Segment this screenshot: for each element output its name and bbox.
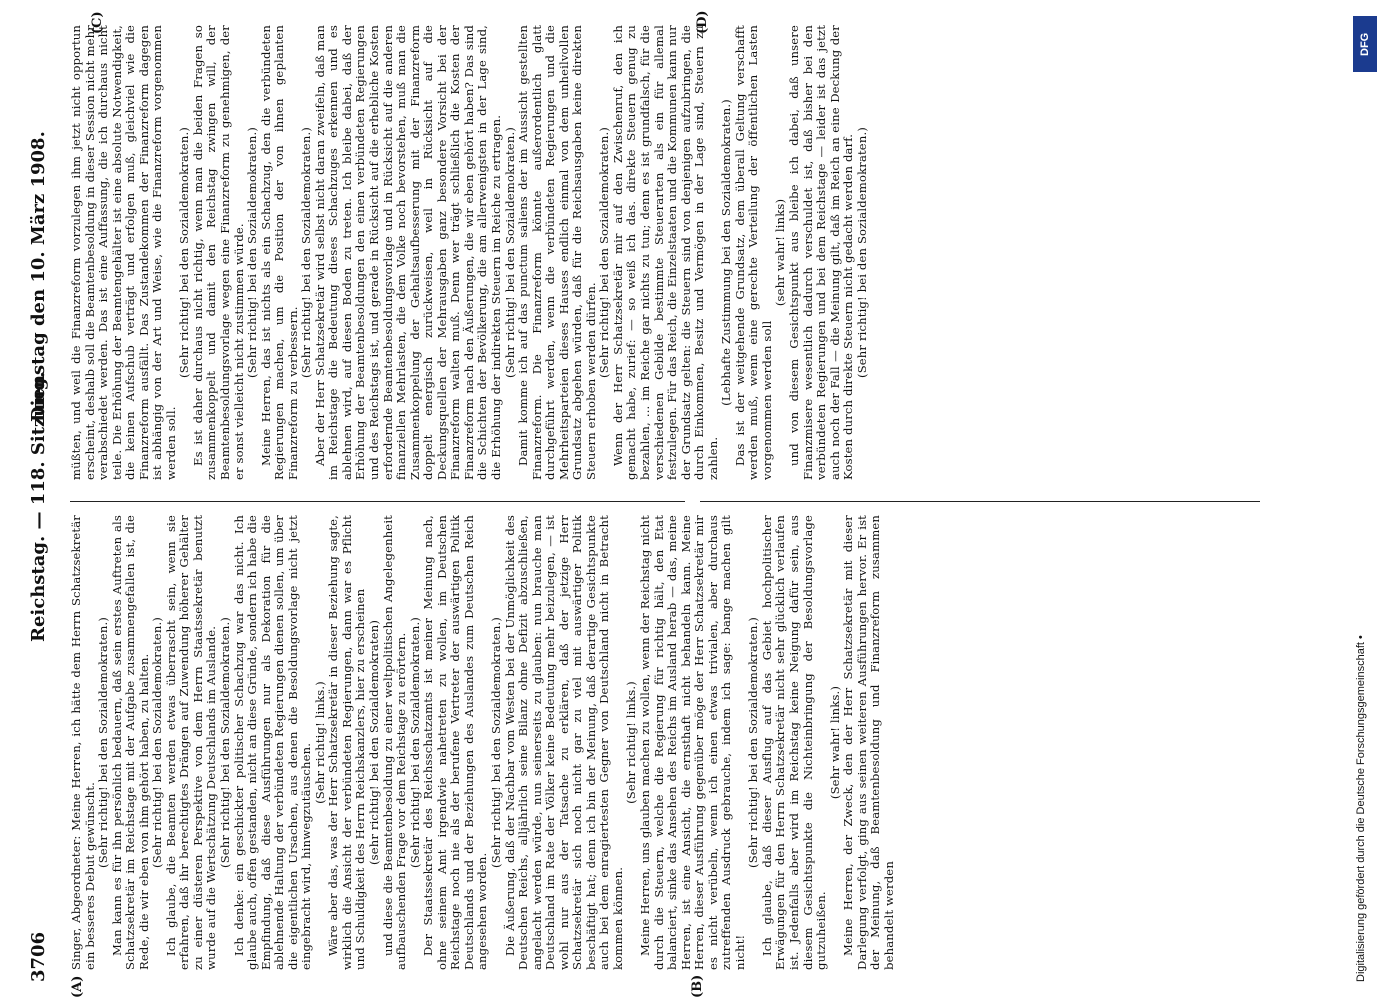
paragraph: Ich glaube, die Beamten werden etwas überrascht sein, wenn sie erfahren, daß ihr berechtigtes Drängen auf Zuwendung höherer Gehälter zu einer düsteren Perspektive von dem Herrn Staatssekretär benutzt wurde auf die Wertschätzung Deutschlands im Auslande. <box>163 515 219 970</box>
dfg-logo: DFG <box>1353 16 1377 72</box>
interjection: (sehr richtig! bei den Sozialdemokraten) <box>367 619 382 866</box>
paragraph: Man kann es für ihn persönlich bedauern, daß sein erstes Auftreten als Schatzsekretär im Reichstage mit der Aufgabe zusammengefallen ist, die Rede, die wir eben von ihm gehört haben, zu halten. <box>109 515 151 970</box>
interjection: (Sehr richtig! bei den Sozialdemokraten.) <box>488 617 503 868</box>
column-rule-bottom <box>700 501 1260 502</box>
margin-marker-a: (A) <box>70 975 85 998</box>
interjection: (Sehr richtig! links.) <box>624 681 639 804</box>
paragraph: Ich denke: ein geschickter politischer Schachzug war das nicht. Ich glaube auch, offen gestanden, nicht an diese Gründe, sondern ich habe die Empfindung, daß diese Ausführungen nur als Dekoration für die ablehnende Haltung der verbündeten Regierungen dienen sollen, um über die eigentlichen Ursachen, aus denen die Besoldungsvorlage nicht jetzt eingebracht wird, hinwegzutäuschen. <box>231 515 314 970</box>
column-rule-top <box>70 501 685 502</box>
paragraph: Wenn der Herr Schatzsekretär mir auf den Zwischenruf, den ich gemacht habe, zurief: — so weiß ich das. direkte Steuern genug zu bezahlen, ... im Reiche gar nichts zu tun; denn es ist grundfalsch, für die verschiedenen Gebilde bestimmte Steuerarten als ein für allemal festzulegen. Für das Reich, die Einzelstaaten und die Kommunen kann nur der Grundsatz gelten: die Steuern sind von denjenigen aufzubringen, die durch Einkommen, Besitz und Vermögen in der Lage sind, Steuern zu zahlen. <box>610 25 720 480</box>
paragraph: Meine Herren, das ist nichts als ein Schachzug, den die verbündeten Regierungen machen, um die Position der von ihnen geplanten Finanzreform zu verbessern. <box>258 25 300 480</box>
paragraph: und von diesem Gesichtspunkt aus bleibe ich dabei, daß unsere Finanzmisere wesentlich dadurch verschuldet ist, daß bisher bei den verbündeten Regierungen und bei dem Reichstage — leider ist das jetzt auch noch der Fall — die Meinung gilt, daß im Reich an eine Deckung der Kosten durch direkte Steuern nicht gedacht werden darf. <box>786 25 856 480</box>
interjection: (Sehr richtig! bei den Sozialdemokraten.) <box>746 617 761 868</box>
paragraph: Der Staatssekretär des Reichsschatzamts ist meiner Meinung nach, ohne seinem Amt irgendwie nahetreten zu wollen, im Deutschen Reichstage noch nie als der berufene Vertreter der auswärtigen Politik Deutschlands und der Beziehungen des Auslandes zum Deutschen Reich angesehen worden. <box>421 515 490 970</box>
paragraph: und diese die Beamtenbesoldung zu einer weltpolitischen Angelegenheit aufbauschenden Frage vor dem Reichstage zu erörtern. <box>380 515 409 970</box>
interjection: (Sehr richtig! bei den Sozialdemokraten.) <box>218 617 233 868</box>
paragraph: Singer, Abgeordneter: Meine Herren, ich hätte dem Herrn Schatzsekretär ein besseres Debut gewünscht. <box>69 515 97 970</box>
margin-marker-d: (D) <box>695 10 710 34</box>
paragraph: Wäre aber das, was der Herr Schatzsekretär in dieser Beziehung sagte, wirklich die Ansicht der verbündeten Regierungen, dann war es Pflicht und Schuldigkeit des Herrn Reichskanzlers, hier zu erscheinen <box>326 515 368 970</box>
left-column <box>70 515 1270 970</box>
page-number: 3706 <box>28 931 49 982</box>
right-column <box>70 25 1270 480</box>
interjection: (sehr wahr! links) <box>773 198 788 307</box>
paragraph: Aber der Herr Schatzsekretär wird selbst nicht daran zweifeln, daß man im Reichstage die Bedeutung dieses Schachzuges erkennen und es ablehnen wird, auf diesen Boden zu treten. Ich bleibe dabei, daß der Erhöhung der Beamtenbesoldungen den einen verbündeten Regierungen und des Reichstags ist, und gerade in Rücksicht auf die erhebliche Kosten erfordernde Beamtenbesoldungsvorlage und in Rücksicht auf die anderen finanziellen Mehrlasten, die dem Volke noch bevorstehen, muß man die Zusammenkoppelung der Gehaltsaufbesserung mit der Finanzreform doppelt energisch zurückweisen, weil in Rücksicht auf die Deckungsquellen der Mehrausgaben ganz besondere Vorsicht bei der Finanzreform walten muß. Denn wer trägt schließlich die Kosten der Finanzreform nach den Äußerungen, die wir eben gehört haben? Das sind die Schichten der Bevölkerung, die am allerwenigsten in der Lage sind, die Erhöhung der indirekten Steuern im Reiche zu ertragen. <box>312 25 503 480</box>
interjection: (Sehr richtig! bei den Sozialdemokraten.) <box>245 127 260 378</box>
header-right-title: Dienstag den 10. März 1908. <box>28 131 49 422</box>
interjection: (Sehr richtig! bei den Sozialdemokraten.) <box>177 127 192 378</box>
digitization-sidebar <box>1353 10 1377 990</box>
margin-marker-b: (B) <box>690 974 705 998</box>
paragraph: Das ist der weitgehende Grundsatz, dem überall Geltung verschafft werden muß, wenn eine gerechte Verteilung der öffentlichen Lasten vorgenommen werden soll <box>732 25 774 480</box>
paragraph: Es ist daher durchaus nicht richtig, wenn man die beiden Fragen so zusammenkoppelt und damit den Reichstag zwingen will, der Beamtenbesoldungsvorlage wegen eine Finanzreform zu genehmigen, der er sonst vielleicht nicht zustimmen würde. <box>190 25 246 480</box>
interjection: (Sehr richtig! bei den Sozialdemokraten.) <box>854 127 869 378</box>
interjection: (Sehr richtig! bei den Sozialdemokraten.) <box>502 127 517 378</box>
interjection: (Sehr richtig! bei den Sozialdemokraten.) <box>96 617 111 868</box>
interjection: (Sehr richtig! bei den Sozialdemokraten.) <box>299 127 314 378</box>
margin-marker-c: (C) <box>90 11 105 34</box>
paragraph: müßten, und weil die Finanzreform vorzulegen ihm jetzt nicht opportun erscheint, deshalb soll die Beamtenbesoldung in dieser Session nicht mehr verabschiedet werden. Das ist eine Auffassung, die ich durchaus nicht teile. Die Erhöhung der Beamtengehälter ist eine absolute Notwendigkeit, die keinen Aufschub verträgt und erfolgen muß, gleichviel wie die Finanzreform ausfällt. Das Zustandekommen der Finanzreform dagegen ist abhängig von der Art und Weise, wie die Finanzreform vorgenommen werden soll. <box>69 25 178 480</box>
paragraph: Ich glaube, daß dieser Ausflug auf das Gebiet hochpolitischer Erwägungen für den Herrn Schatzsekretär nicht sehr glücklich verlaufen ist. Jedenfalls aber wird im Reichstag keine Neigung dafür sein, aus diesem Gesichtspunkte die Nichteinbringung der Besoldungsvorlage gutzuheißen. <box>759 515 829 970</box>
header-left-title: Reichstag. — 118. Sitzung. <box>28 371 49 642</box>
paragraph: Damit komme ich auf das punctum saliens der im Aussicht gestellten Finanzreform. Die Finanzreform könnte außerordentlich glatt durchgeführt werden, wenn die verbündeten Regierungen und die Mehrheitsparteien dieses Hauses endlich einmal von dem unheilvollen Grundsatz abgehen würden, daß für die Reichsausgaben keine direkten Steuern erhoben werden dürfen. <box>516 25 598 480</box>
interjection: (Sehr richtig! bei den Sozialdemokraten.) <box>150 617 165 868</box>
interjection: (Lebhafte Zustimmung bei den Sozialdemokraten.) <box>719 99 734 406</box>
paragraph: Die Äußerung, daß der Nachbar vom Westen bei der Unmöglichkeit des Deutschen Reichs, alljährlich seine Bilanz ohne Defizit abzuschließen, angelacht werden würde, nun seinerseits zu glauben: nun brauche man Deutschland im Rate der Völker keine Bedeutung mehr beizulegen, — ist wohl nur aus der Tatsache zu erklären, daß der jetzige Herr Schatzsekretär sich noch nicht gar zu viel mit auswärtiger Politik beschäftigt hat; denn ich bin der Meinung, daß derartige Gesichtspunkte auch bei dem enragiertesten Gegner von Deutschland nicht in Betracht kommen können. <box>502 515 625 970</box>
page-header <box>22 18 58 982</box>
interjection: (Sehr richtig! links.) <box>312 681 327 804</box>
interjection: (Sehr wahr! links.) <box>827 685 842 800</box>
interjection: (Sehr richtig! bei den Sozialdemokraten.) <box>407 617 422 868</box>
interjection: (Sehr richtig! bei den Sozialdemokraten.) <box>597 127 612 378</box>
digitization-credit: Digitalisierung gefördert durch die Deutsche Forschungsgemeinschaft • <box>1355 635 1367 982</box>
paragraph: Meine Herren, uns glauben machen zu wollen, wenn der Reichstag nicht durch die Steuern, welche die Regierung für richtig hält, den Etat balanciert, sinke das Ansehen des Reichs im Ausland herab — das, meine Herren, ist eine Ansicht, die ernsthaft nicht behandeln kann. Meine Herren, dieser Ausführung gegenüber möge der Herr Schatzsekretär mir es nicht verübeln, wenn ich einen etwas trivialen, aber durchaus zutreffenden Ausdruck gebrauche, indem ich sage: bange machen gilt nicht! <box>637 515 747 970</box>
paragraph: Meine Herren, der Zweck, den der Herr Schatzsekretär mit dieser Darlegung verfolgt, ging aus seinen weiteren Ausführungen hervor. Er ist der Meinung, daß Beamtenbesoldung und Finanzreform zusammen behandelt werden <box>841 515 896 970</box>
